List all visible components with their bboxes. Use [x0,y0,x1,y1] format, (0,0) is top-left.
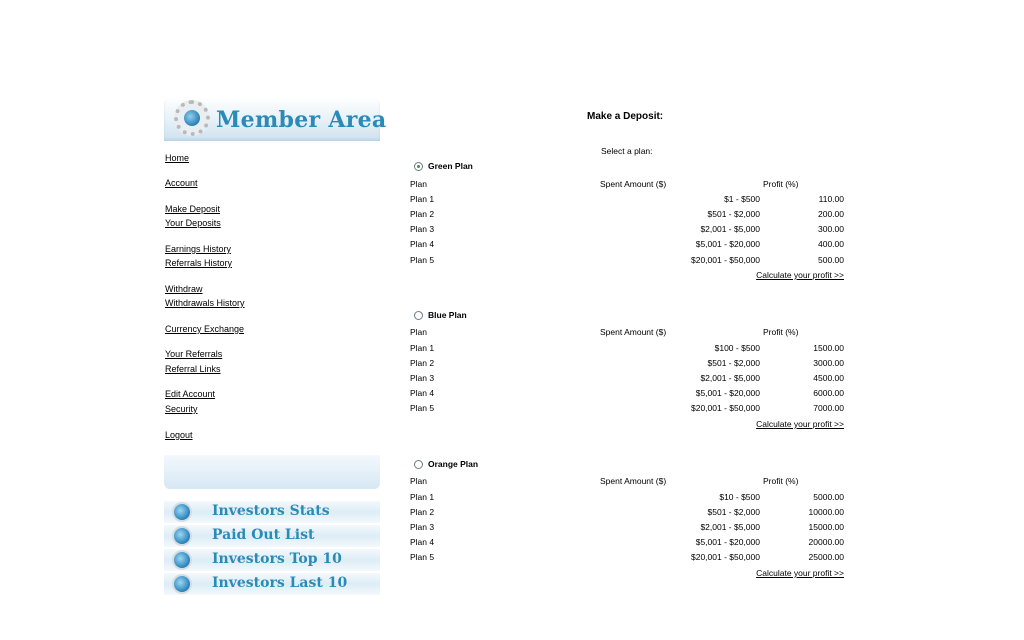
nav-withdraw[interactable]: Withdraw [165,284,203,294]
row-amount: $5,001 - $20,000 [695,388,760,398]
row-amount: $501 - $2,000 [707,507,760,517]
row-plan: Plan 5 [410,403,435,413]
row-amount: $2,001 - $5,000 [700,224,760,234]
investors-top-10-label: Investors Top 10 [212,551,342,567]
row-profit: 6000.00 [813,388,844,398]
row-plan: Plan 3 [410,224,435,234]
gear-logo-icon [174,100,210,136]
row-profit: 10000.00 [808,507,844,517]
paid-out-list-label: Paid Out List [212,527,315,543]
row-profit: 300.00 [818,224,844,234]
radio-button[interactable] [414,460,423,469]
calculate-profit-link[interactable]: Calculate your profit >> [756,568,844,578]
nav-home[interactable]: Home [165,153,190,163]
row-profit: 20000.00 [808,537,844,547]
row-plan: Plan 4 [410,388,435,398]
plan-option-orange[interactable] [414,459,478,469]
row-profit: 110.00 [818,194,844,204]
row-plan: Plan 1 [410,492,435,502]
row-plan: Plan 2 [410,209,435,219]
row-plan: Plan 3 [410,522,435,532]
nav-referrals-history[interactable]: Referrals History [165,258,233,268]
row-amount: $501 - $2,000 [707,209,760,219]
row-profit: 15000.00 [808,522,844,532]
nav-logout[interactable]: Logout [165,430,193,440]
plan-name: Orange Plan [428,459,479,469]
col-header-profit: Profit (%) [763,476,799,486]
radio-button-selected[interactable] [414,162,423,171]
nav-currency-exchange[interactable]: Currency Exchange [165,324,245,334]
nav-account[interactable]: Account [165,178,198,188]
row-amount: $20,001 - $50,000 [690,552,760,562]
row-amount: $5,001 - $20,000 [695,537,760,547]
nav-your-deposits[interactable]: Your Deposits [165,218,221,228]
row-plan: Plan 5 [410,255,435,265]
row-amount: $2,001 - $5,000 [700,373,760,383]
orb-icon [174,528,190,544]
row-plan: Plan 2 [410,358,435,368]
investors-stats-label: Investors Stats [212,503,330,519]
row-plan: Plan 4 [410,537,435,547]
row-profit: 500.00 [818,255,844,265]
row-profit: 5000.00 [813,492,844,502]
row-amount: $20,001 - $50,000 [690,255,760,265]
row-amount: $10 - $500 [719,492,760,502]
nav-withdrawals-history[interactable]: Withdrawals History [165,298,245,308]
row-profit: 7000.00 [813,403,844,413]
nav-security[interactable]: Security [165,404,198,414]
row-profit: 1500.00 [813,343,844,353]
page-title: Make a Deposit: [587,111,664,122]
plan-name: Blue Plan [428,310,467,320]
row-amount: $501 - $2,000 [707,358,760,368]
col-header-amount: Spent Amount ($) [600,179,667,189]
row-profit: 200.00 [818,209,844,219]
nav-edit-account[interactable]: Edit Account [165,389,216,399]
col-header-amount: Spent Amount ($) [600,327,667,337]
member-area-header [164,97,387,141]
row-plan: Plan 1 [410,194,435,204]
col-header-profit: Profit (%) [763,179,799,189]
nav-make-deposit[interactable]: Make Deposit [165,204,221,214]
row-amount: $5,001 - $20,000 [695,239,760,249]
investors-top-10-link[interactable] [164,549,380,571]
select-plan-label: Select a plan: [601,146,653,156]
col-header-amount: Spent Amount ($) [600,476,667,486]
row-amount: $100 - $500 [714,343,760,353]
plan-name: Green Plan [428,161,473,171]
col-header-plan: Plan [410,476,428,486]
plan-option-green[interactable] [414,161,473,171]
investors-last-10-label: Investors Last 10 [212,575,348,591]
row-plan: Plan 2 [410,507,435,517]
row-plan: Plan 1 [410,343,435,353]
investors-last-10-link[interactable] [164,573,380,595]
calculate-profit-link[interactable]: Calculate your profit >> [756,419,844,429]
row-plan: Plan 5 [410,552,435,562]
row-profit: 4500.00 [813,373,844,383]
row-plan: Plan 4 [410,239,435,249]
row-amount: $2,001 - $5,000 [700,522,760,532]
calculate-profit-link[interactable]: Calculate your profit >> [756,270,844,280]
row-amount: $1 - $500 [724,194,760,204]
member-area-title: Member Area [216,107,387,133]
paid-out-list-link[interactable] [164,525,380,547]
row-plan: Plan 3 [410,373,435,383]
col-header-plan: Plan [410,327,428,337]
col-header-profit: Profit (%) [763,327,799,337]
investors-stats-link[interactable] [164,501,380,523]
sidebar-footer-band [164,455,380,489]
row-profit: 400.00 [818,239,844,249]
row-profit: 25000.00 [808,552,844,562]
radio-button[interactable] [414,311,423,320]
nav-referral-links[interactable]: Referral Links [165,364,221,374]
plan-option-blue[interactable] [414,310,467,320]
nav-earnings-history[interactable]: Earnings History [165,244,232,254]
nav-your-referrals[interactable]: Your Referrals [165,349,223,359]
orb-icon [174,576,190,592]
orb-icon [174,504,190,520]
orb-icon [174,552,190,568]
row-amount: $20,001 - $50,000 [690,403,760,413]
col-header-plan: Plan [410,179,428,189]
row-profit: 3000.00 [813,358,844,368]
